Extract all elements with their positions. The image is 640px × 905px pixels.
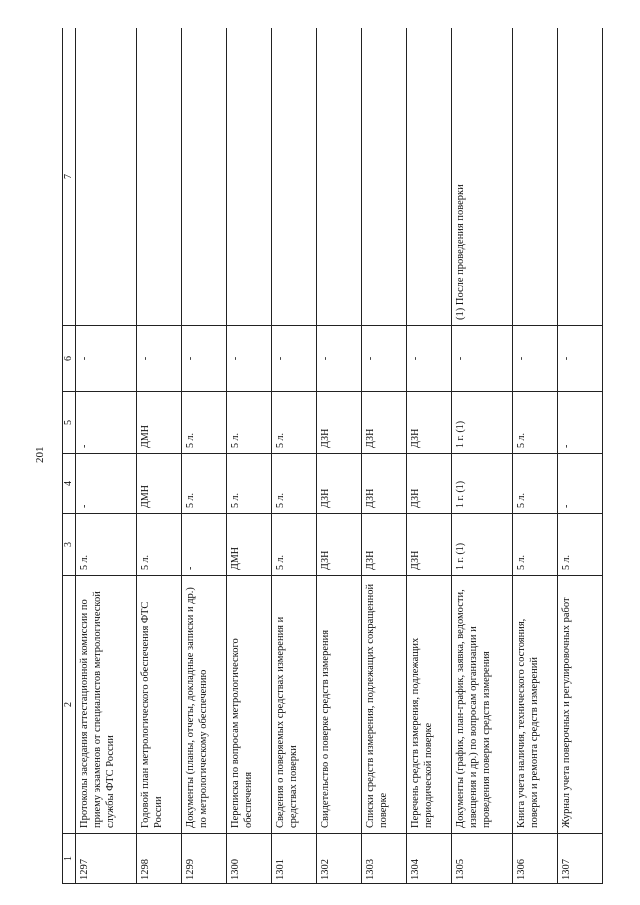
table-cell-7 — [272, 28, 317, 326]
table-cell-7 — [362, 28, 407, 326]
table-cell-4: - — [558, 454, 603, 514]
table-cell-2: Свидетельство о поверке средств измерения — [317, 576, 362, 834]
table-cell-1: 1305 — [452, 834, 513, 884]
table-cell-7 — [137, 28, 182, 326]
table-row — [558, 28, 603, 884]
table-cell-4: 5 л. — [227, 454, 272, 514]
table-cell-5: - — [76, 392, 137, 454]
table-area — [62, 28, 610, 884]
table-cell-2: Списки средств измерения, подлежащих сокращенной поверке — [362, 576, 407, 834]
table-row — [452, 28, 513, 884]
table-row — [317, 28, 362, 884]
table-cell-1: 1302 — [317, 834, 362, 884]
table-cell-6: - — [227, 326, 272, 392]
header-cell: 7 — [63, 28, 76, 326]
table-cell-2: Книга учета наличия, технического состояния, поверки и ремонта средств измерений — [513, 576, 558, 834]
table-cell-4: 5 л. — [272, 454, 317, 514]
table-cell-6: - — [76, 326, 137, 392]
header-cell: 6 — [63, 326, 76, 392]
table-cell-1: 1300 — [227, 834, 272, 884]
table-cell-3: 5 л. — [76, 514, 137, 576]
table-cell-6: - — [407, 326, 452, 392]
header-cell: 5 — [63, 392, 76, 454]
table-cell-7: (1) После проведения поверки — [452, 28, 513, 326]
table-row — [182, 28, 227, 884]
table-cell-1: 1307 — [558, 834, 603, 884]
table-header-row — [63, 28, 76, 884]
table-cell-1: 1304 — [407, 834, 452, 884]
table-cell-1: 1297 — [76, 834, 137, 884]
table-cell-2: Переписка по вопросам метрологического обеспечения — [227, 576, 272, 834]
rotated-table-wrapper — [62, 28, 610, 884]
header-cell: 1 — [63, 834, 76, 884]
table-cell-3: 5 л. — [272, 514, 317, 576]
table-cell-5: 5 л. — [227, 392, 272, 454]
table-cell-6: - — [137, 326, 182, 392]
table-cell-5: ДЗН — [407, 392, 452, 454]
table-cell-5: ДМН — [137, 392, 182, 454]
table-cell-5: - — [558, 392, 603, 454]
table-cell-6: - — [317, 326, 362, 392]
table-cell-3: 5 л. — [137, 514, 182, 576]
table-cell-4: 5 л. — [182, 454, 227, 514]
table-row — [272, 28, 317, 884]
table-cell-6: - — [452, 326, 513, 392]
table-cell-3: 1 г. (1) — [452, 514, 513, 576]
table-row — [227, 28, 272, 884]
table-cell-7 — [407, 28, 452, 326]
table-cell-7 — [513, 28, 558, 326]
table-row — [513, 28, 558, 884]
table-cell-1: 1306 — [513, 834, 558, 884]
table-cell-3: ДЗН — [362, 514, 407, 576]
table-cell-7 — [227, 28, 272, 326]
header-cell: 2 — [63, 576, 76, 834]
table-cell-2: Документы (график, план-график, заявка, ведомости, извещения и др.) по вопросам организации и проведения поверки средств измерения — [452, 576, 513, 834]
header-cell: 3 — [63, 514, 76, 576]
table-cell-3: 5 л. — [513, 514, 558, 576]
table-cell-5: 5 л. — [513, 392, 558, 454]
table-cell-4: ДЗН — [362, 454, 407, 514]
table-cell-1: 1301 — [272, 834, 317, 884]
table-cell-6: - — [182, 326, 227, 392]
table-cell-2: Протоколы заседания аттестационной комиссии по приему экзаменов от специалистов метрологической службы ФТС России — [76, 576, 137, 834]
table-cell-3: ДМН — [227, 514, 272, 576]
table-cell-5: 5 л. — [182, 392, 227, 454]
table-cell-2: Журнал учета поверочных и регулировочных работ — [558, 576, 603, 834]
table-cell-1: 1303 — [362, 834, 407, 884]
table-cell-4: 5 л. — [513, 454, 558, 514]
table-row — [76, 28, 137, 884]
table-cell-4: 1 г. (1) — [452, 454, 513, 514]
table-cell-7 — [317, 28, 362, 326]
table-row — [137, 28, 182, 884]
table-cell-5: ДЗН — [317, 392, 362, 454]
table-row — [362, 28, 407, 884]
table-cell-5: 1 г. (1) — [452, 392, 513, 454]
table-cell-3: ДЗН — [317, 514, 362, 576]
table-cell-2: Годовой план метрологического обеспечения ФТС России — [137, 576, 182, 834]
table-row — [407, 28, 452, 884]
table-cell-6: - — [558, 326, 603, 392]
table-cell-4: ДЗН — [407, 454, 452, 514]
table-cell-1: 1298 — [137, 834, 182, 884]
table-cell-2: Документы (планы, отчеты, докладные записки и др.) по метрологическому обеспечению — [182, 576, 227, 834]
table-cell-4: ДМН — [137, 454, 182, 514]
table-cell-6: - — [272, 326, 317, 392]
records-table — [62, 28, 603, 884]
table-cell-6: - — [513, 326, 558, 392]
page-number: 201 — [34, 446, 46, 463]
table-cell-4: - — [76, 454, 137, 514]
table-cell-3: 5 л. — [558, 514, 603, 576]
table-cell-3: - — [182, 514, 227, 576]
table-cell-6: - — [362, 326, 407, 392]
table-cell-4: ДЗН — [317, 454, 362, 514]
table-cell-2: Перечень средств измерения, подлежащих периодической поверке — [407, 576, 452, 834]
header-cell: 4 — [63, 454, 76, 514]
table-cell-7 — [182, 28, 227, 326]
table-cell-5: 5 л. — [272, 392, 317, 454]
table-cell-5: ДЗН — [362, 392, 407, 454]
table-cell-3: ДЗН — [407, 514, 452, 576]
table-cell-2: Сведения о поверяемых средствах измерения и средствах поверки — [272, 576, 317, 834]
table-cell-1: 1299 — [182, 834, 227, 884]
table-cell-7 — [558, 28, 603, 326]
table-cell-7 — [76, 28, 137, 326]
